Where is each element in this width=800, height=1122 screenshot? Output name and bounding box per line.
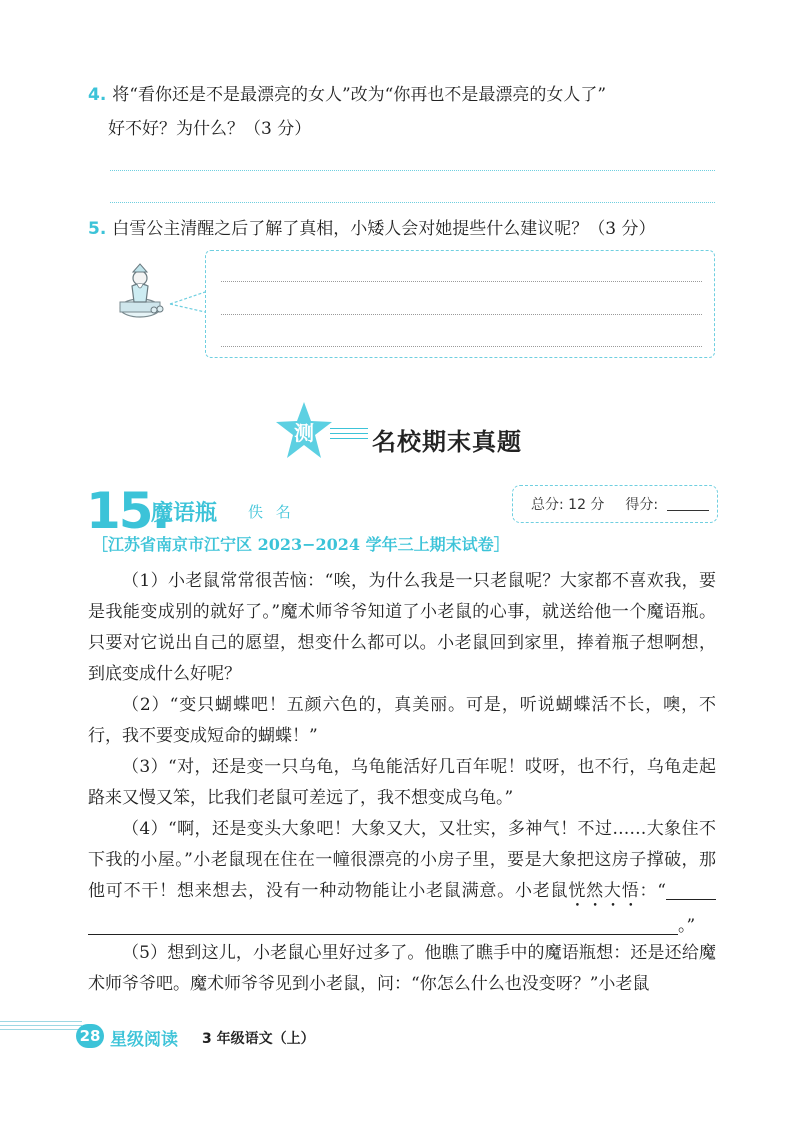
dwarf-illustration — [110, 262, 210, 324]
banner-divider — [330, 428, 368, 442]
quote-close: 。” — [678, 916, 696, 936]
story-title: 魔语瓶 — [151, 501, 218, 526]
answer-line[interactable] — [221, 314, 702, 315]
story-paragraph-3: （3）“对，还是变一只乌龟，乌龟能活好几百年呢！哎呀，也不行，乌龟走起路来又慢又笨，比我们老鼠可差远了，我不想变成乌龟。” — [88, 757, 716, 808]
paragraph-text: （4）“啊，还是变头大象吧！大象又大，又壮实，多神气！不过……大象住不下我的小屋。”小老鼠现在住在一幢很漂亮的小房子里，要是大象把这房子撑破，那他可不干！想来想去，没有一种动物能让小老鼠满意。小老鼠 — [88, 819, 716, 901]
answer-line[interactable] — [221, 346, 702, 347]
page-number: 28 — [76, 1024, 104, 1048]
score-input[interactable] — [667, 510, 709, 511]
story-author: 佚 名 — [248, 503, 295, 521]
answer-line[interactable] — [221, 281, 702, 282]
banner-badge-text: 测 — [294, 421, 314, 445]
brand-logo: 星级阅读 — [110, 1030, 178, 1050]
story-paragraph-4 — [88, 814, 716, 942]
story-paragraph-5: （5）想到这儿，小老鼠心里好过多了。他瞧了瞧手中的魔语瓶想：还是还给魔术师爷爷吧。魔术师爷爷见到小老鼠，问：“你怎么什么也没变呀？”小老鼠 — [88, 943, 716, 994]
question-4 — [88, 78, 606, 112]
answer-line[interactable] — [110, 170, 715, 171]
question-number: 5. — [88, 219, 107, 239]
question-text: 将“看你还是不是最漂亮的女人”改为“你再也不是最漂亮的女人了” — [112, 85, 607, 105]
total-score: 总分: 12 分 — [531, 497, 605, 513]
question-number: 4. — [88, 85, 107, 105]
answer-bubble — [205, 250, 715, 358]
subject-label: 3 年级语文（上） — [202, 1031, 315, 1047]
fill-blank-input[interactable] — [88, 916, 678, 935]
question-text: 白雪公主清醒之后了解了真相，小矮人会对她提些什么建议呢？（3 分） — [112, 219, 656, 239]
story-paragraph-1: （1）小老鼠常常很苦恼：“唉，为什么我是一只老鼠呢？大家都不喜欢我，要是我能变成别的就好了。”魔术师爷爷知道了小老鼠的心事，就送给他一个魔语瓶。只要对它说出自己的愿望，想变什么都可以。小老鼠回到家里，捧着瓶子想啊想，到底变成什么好呢？ — [88, 571, 716, 684]
banner-title: 名校期末真题 — [372, 428, 522, 456]
quote-open: ：“ — [639, 881, 666, 901]
question-5 — [88, 212, 656, 246]
score-box — [512, 485, 718, 523]
star-badge-icon — [274, 400, 334, 462]
fill-blank-input[interactable] — [666, 881, 716, 900]
question-4-continued: 好不好？为什么？（3 分） — [108, 119, 312, 139]
story-number: 15. — [86, 482, 169, 540]
footer-rules — [0, 1021, 82, 1033]
story-paragraph-2: （2）“变只蝴蝶吧！五颜六色的，真美丽。可是，听说蝴蝶活不长，噢，不行，我不要变成短命的蝴蝶！” — [88, 695, 716, 746]
emphasized-word: 恍然大悟 — [568, 881, 640, 901]
answer-line[interactable] — [110, 202, 715, 203]
exam-source: ［江苏省南京市江宁区 2023−2024 学年三上期末试卷］ — [92, 535, 510, 554]
score-gained-label: 得分: — [625, 497, 659, 513]
